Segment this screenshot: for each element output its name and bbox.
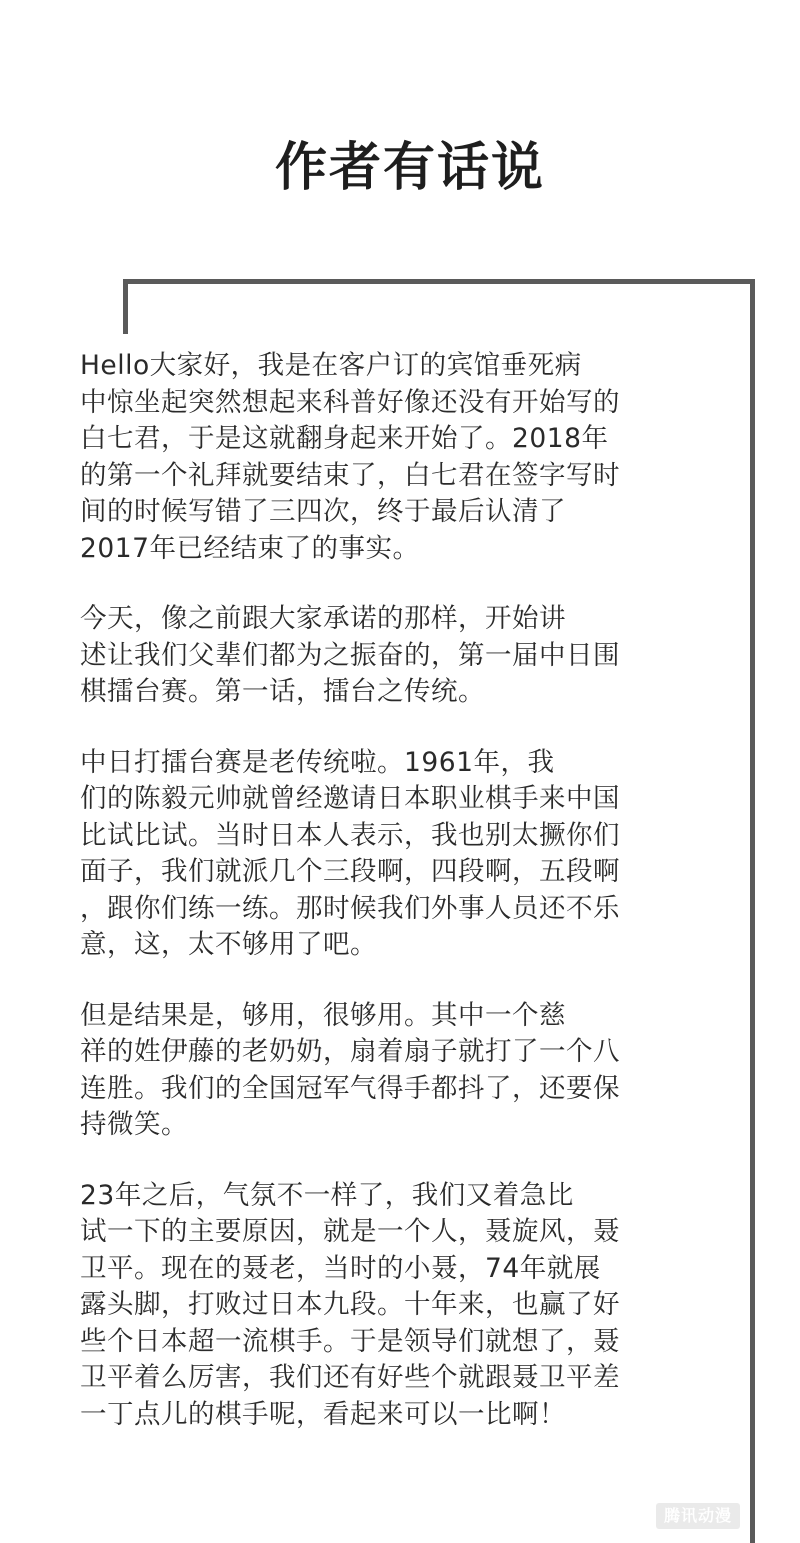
text-line: 试一下的主要原因，就是一个人，聂旋风，聂	[80, 1216, 620, 1247]
text-line: 今天，像之前跟大家承诺的那样，开始讲	[80, 603, 566, 634]
paragraph-4	[80, 998, 730, 1144]
text-line: Hello大家好，我是在客户订的宾馆垂死病	[80, 350, 582, 381]
text-line: 些个日本超一流棋手。于是领导们就想了，聂	[80, 1325, 620, 1357]
paragraph-5	[80, 1178, 730, 1434]
text-line: 的第一个礼拜就要结束了，白七君在签字写时	[80, 459, 620, 491]
text-line: 意，这，太不够用了吧。	[80, 929, 377, 960]
text-line: 比试比试。当时日本人表示，我也别太撅你们	[80, 819, 620, 851]
text-line: 面子，我们就派几个三段啊，四段啊，五段啊	[80, 856, 620, 887]
frame-right-border	[750, 279, 755, 1543]
frame-top-border	[123, 279, 755, 284]
text-line: 卫平着么厉害，我们还有好些个就跟聂卫平差	[80, 1362, 620, 1393]
text-line: 间的时候写错了三四次，终于最后认清了	[80, 496, 566, 527]
watermark-logo: 腾讯动漫	[656, 1503, 740, 1529]
text-line: 中日打擂台赛是老传统啦。1961年，我	[80, 746, 555, 778]
text-line: 中惊坐起突然想起来科普好像还没有开始写的	[80, 386, 620, 418]
text-line: 露头脚，打败过日本九段。十年来，也赢了好	[80, 1289, 620, 1320]
text-line: 一丁点儿的棋手呢，看起来可以一比啊！	[80, 1398, 566, 1430]
text-line: 白七君，于是这就翻身起来开始了。2018年	[80, 423, 609, 454]
text-line: 持微笑。	[80, 1109, 188, 1140]
paragraph-2	[80, 601, 730, 711]
body-text	[80, 348, 730, 1467]
paragraph-1	[80, 348, 730, 567]
text-line: 23年之后，气氛不一样了，我们又着急比	[80, 1179, 574, 1211]
text-line: 连胜。我们的全国冠军气得手都抖了，还要保	[80, 1072, 620, 1104]
text-line: 2017年已经结束了的事实。	[80, 532, 420, 564]
text-line: ，跟你们练一练。那时候我们外事人员还不乐	[80, 892, 620, 924]
paragraph-3	[80, 745, 730, 964]
page-title: 作者有话说	[274, 137, 545, 198]
text-line: 们的陈毅元帅就曾经邀请日本职业棋手来中国	[80, 783, 620, 814]
text-line: 但是结果是，够用，很够用。其中一个慈	[80, 999, 566, 1031]
frame-left-border	[123, 279, 128, 334]
text-line: 祥的姓伊藤的老奶奶，扇着扇子就打了一个八	[80, 1036, 620, 1067]
text-line: 棋擂台赛。第一话，擂台之传统。	[80, 676, 485, 707]
text-line: 卫平。现在的聂老，当时的小聂，74年就展	[80, 1252, 601, 1284]
text-line: 述让我们父辈们都为之振奋的，第一届中日围	[80, 639, 620, 671]
